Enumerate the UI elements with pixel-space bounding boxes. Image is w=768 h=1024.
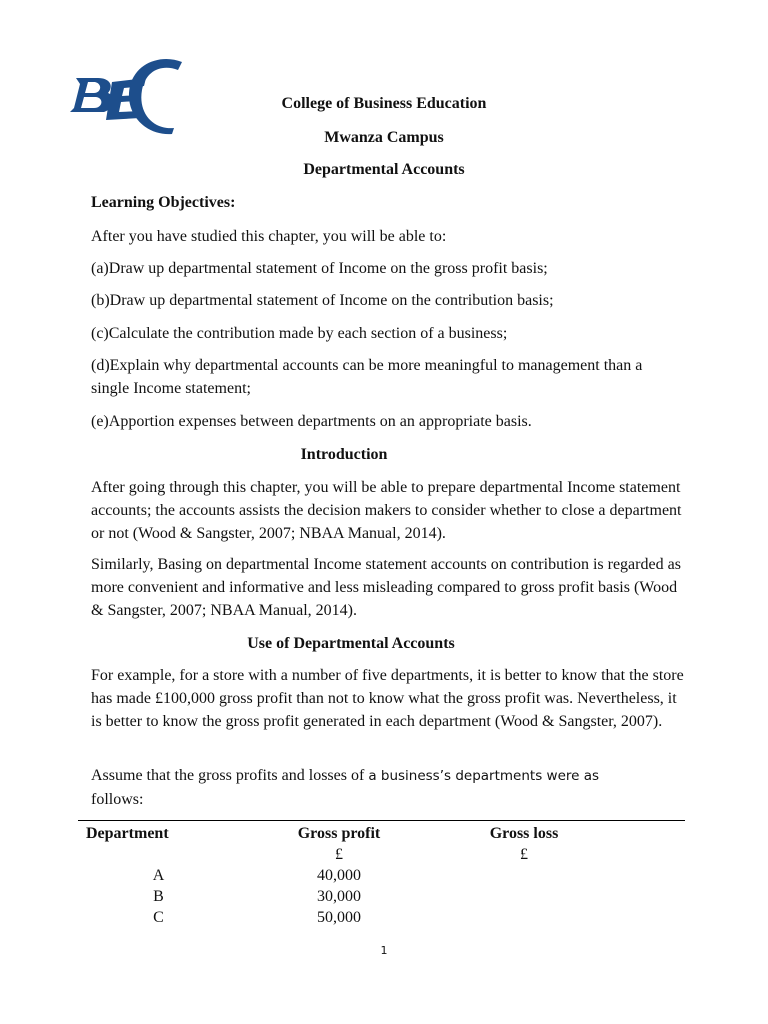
gross-loss-cell xyxy=(439,886,609,907)
objective-item: (a)Draw up departmental statement of Income on the gross profit basis; xyxy=(91,260,548,277)
assume-text-end: follows: xyxy=(91,791,144,808)
gross-profit-table xyxy=(78,820,685,928)
table-row xyxy=(78,886,685,907)
assume-text: Assume that the gross profits and losses of xyxy=(91,767,369,784)
gross-profit-cell: 40,000 xyxy=(317,867,361,884)
objective-item: (b)Draw up departmental statement of Income on the contribution basis; xyxy=(91,292,554,309)
unit-gross-profit: £ xyxy=(335,846,343,863)
table-row xyxy=(78,907,685,928)
department-cell: A xyxy=(152,867,165,884)
use-heading: Use of Departmental Accounts xyxy=(247,635,455,652)
table-header-row xyxy=(78,821,685,845)
gross-loss-cell xyxy=(439,865,609,886)
page-number: 1 xyxy=(380,944,388,957)
introduction-paragraph: Similarly, Basing on departmental Income statement accounts on contribution is regarded as more convenient and informative and less misleading compared to gross profit basis (Wood & Sangster, 2007; NBAA Manual, 2014). xyxy=(91,556,681,619)
gross-profit-cell: 30,000 xyxy=(317,888,361,905)
department-cell: B xyxy=(153,888,164,905)
column-header-gross-loss: Gross loss xyxy=(439,821,609,845)
use-paragraph-assume xyxy=(91,764,691,811)
table-row xyxy=(78,865,685,886)
objective-item: (c)Calculate the contribution made by each section of a business; xyxy=(91,325,508,342)
campus-name: Mwanza Campus xyxy=(324,129,444,146)
gross-loss-cell xyxy=(439,907,609,928)
objective-item: (e)Apportion expenses between departments on an appropriate basis. xyxy=(91,413,532,430)
introduction-heading: Introduction xyxy=(300,446,388,463)
column-header-gross-profit: Gross profit xyxy=(239,821,439,845)
assume-text-sans: a business’s departments were as xyxy=(368,768,600,784)
objectives-intro: After you have studied this chapter, you will be able to: xyxy=(91,228,447,245)
department-cell: C xyxy=(153,909,164,926)
table-units-row xyxy=(78,844,685,865)
gross-profit-cell: 50,000 xyxy=(317,909,361,926)
objectives-heading: Learning Objectives: xyxy=(91,194,236,211)
institution-name: College of Business Education xyxy=(281,95,487,112)
use-paragraph: For example, for a store with a number of five departments, it is better to know that the store has made £100,000 gross profit than not to know what the gross profit was. Nevertheless, it is better to know the gross profit generated in each department (Wood & Sangster, 2007). xyxy=(91,667,684,730)
document-title: Departmental Accounts xyxy=(303,161,465,178)
unit-gross-loss: £ xyxy=(520,846,528,863)
column-header-department: Department xyxy=(78,821,239,845)
objective-item: (d)Explain why departmental accounts can be more meaningful to management than a single Income statement; xyxy=(91,357,643,397)
introduction-paragraph: After going through this chapter, you will be able to prepare departmental Income statement accounts; the accounts assists the decision makers to consider whether to close a department or not (Wood & Sangster, 2007; NBAA Manual, 2014). xyxy=(91,479,682,542)
